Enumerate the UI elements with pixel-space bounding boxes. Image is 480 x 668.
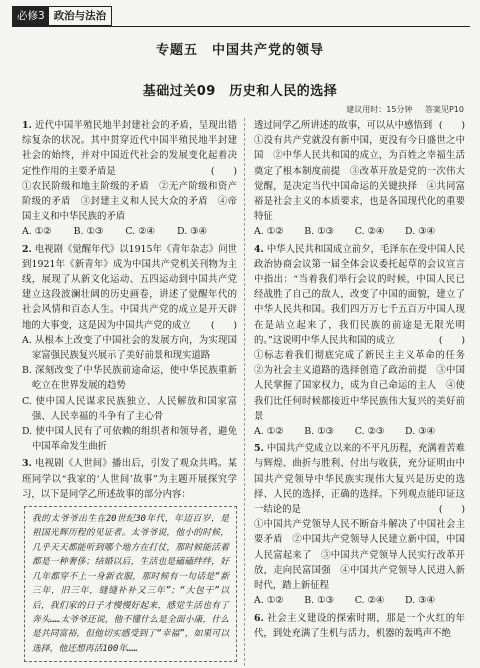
option-b[interactable]: B. ①③ [73,226,104,238]
option-a[interactable]: A. ①② [254,426,284,438]
question-5 [254,441,465,608]
option-a[interactable]: A. 从根本上改变了中国社会的发展方向，为实现国家富强民族复兴展示了美好前景和现实道路 [22,334,237,362]
answer-blank[interactable]: ( ) [438,120,465,131]
lesson-subtitle: 基础过关09 历史和人民的选择 [142,84,338,99]
option-d[interactable]: D. 使中国人民有了可依赖的组织者和领导者，避免中国革命发生曲折 [22,426,237,453]
option-c[interactable]: C. ②④ [354,595,385,607]
question-number: 2. [22,243,32,255]
module-tag [12,6,112,26]
story-quote-box: 我的太爷爷出生在20世纪30年代，年迈百岁，是祖国光辉历程的见证者。太爷爷说，他小的时候，几乎天天都能听到哪个地方在打仗，那时候能活着都是一种奢侈；结婚以后，生活也是磕磕绊绊，好几年都穿不上一身新衣服，那时候有一句话是“新三年，旧三年，缝缝补补又三年”；“大包干”以后，我们家的日子才慢慢好起来，感觉生活也有了奔头……太爷爷还说，他不懂什么是全面小康，什么是共同富裕，但他切实感受到了“幸福”，如果可以选择，他还想再活100年…… [24,506,237,662]
option-d[interactable]: D. ③④ [405,595,435,607]
unit-title: 专题五 中国共产党的领导 [155,43,324,58]
question-number: 4. [254,243,264,255]
answer-blank[interactable]: ( ) [438,504,465,516]
option-c[interactable]: C. ②④ [354,226,385,238]
question-number: 6. [254,612,264,624]
option-a[interactable]: A. ①② [22,226,52,238]
question-number: 5. [254,443,264,455]
question-stem: 近代中国半殖民地半封建社会的矛盾，呈现出错综复杂的状况。其中贯穿近代中国半殖民地半封建社会的始终，并对中国近代社会的发展变化起着决定性作用的主要矛盾是 [22,120,237,177]
answer-blank[interactable]: ( ) [210,165,237,177]
answer-blank[interactable]: ( ) [438,334,465,346]
answer-ref: 答案见P10 [424,105,464,114]
statements: ①中国共产党领导人民不断奋斗解决了中国社会主要矛盾 ②中国共产党领导人民建立新中国，中国人民富起来了 ③中国共产党领导人民实行改革开放，走向民富国强 ④中国共产党领导人民进入新时代，踏上新征程 [254,519,465,592]
options-row [254,593,465,608]
option-b[interactable]: B. ①③ [304,226,334,238]
option-b[interactable]: B. 深刻改变了中华民族前途命运，使中华民族重新屹立在世界发展的趋势 [22,365,237,392]
module-tag-number: 必修3 [13,7,49,25]
answer-blank[interactable]: ( ) [210,319,237,331]
right-column [254,118,475,643]
left-column [22,118,237,664]
option-d[interactable]: D. ③④ [405,426,435,438]
question-3 [22,456,237,662]
header-rule [12,26,470,27]
options-row [254,424,465,439]
option-d[interactable]: D. ③④ [177,226,207,238]
option-a[interactable]: A. ①② [254,226,284,238]
question-2 [22,242,237,455]
option-c[interactable]: C. ②③ [354,426,385,438]
question-number: 1. [22,120,32,131]
option-b[interactable]: B. ①③ [304,426,334,438]
meta-info [336,104,464,115]
question-stem: 电视剧《觉醒年代》以1915年《青年杂志》问世到1921年《新青年》成为中国共产党机关刊物为主线，展现了从新文化运动、五四运动到中国共产党建立这段波澜壮阔的历史画卷，讲述了觉醒年代的社会风情和百态人生。中国共产党的成立是开天辟地的大事变，这是因为中国共产党的成立 [22,243,237,331]
column-divider [244,118,245,666]
option-a[interactable]: A. ①② [254,595,284,607]
options-row [22,224,237,239]
question-stem-cont: 透过同学乙所讲述的故事，可以从中感悟到 [254,120,433,131]
options-row [254,224,465,239]
question-6 [254,611,465,641]
question-stem: 电视剧《人世间》播出后，引发了观众共鸣。某班同学以“我家的‘人世间’故事”为主题开展探究学习，以下是同学乙所述故事的部分内容： [22,458,237,500]
question-4 [254,242,475,440]
question-number: 3. [22,458,32,470]
option-d[interactable]: D. ③④ [405,226,435,238]
statements: ①没有共产党就没有新中国，更没有今日盛世之中国 ②中华人民共和国的成立，为百姓之幸福生活奠定了根本制度前提 ③改革开放是党的一次伟大觉醒，是决定当代中国命运的关键抉择 ④共同富裕是社会主义的本质要求，也是各国现代化的重要特征 [254,135,465,223]
question-stem: 中国共产党成立以来的不平凡历程，充满着苦难与辉煌、曲折与胜利、付出与收获，充分证明由中国共产党领导中华民族实现伟大复兴是历史的选择、人民的选择，正确的选择。下列观点能印证这一结论的是 [254,443,465,516]
question-1 [22,118,237,240]
option-b[interactable]: B. ①③ [304,595,334,607]
option-c[interactable]: C. ②④ [125,226,155,238]
option-c[interactable]: C. 使中国人民谋求民族独立、人民解放和国家富强、人民幸福的斗争有了主心骨 [22,395,237,422]
statements: ①标志着我们彻底完成了新民主主义革命的任务 ②为社会主义道路的选择创造了政治前提 ③中国人民掌握了国家权力，成为自己命运的主人 ④使我们比任何时候都接近中华民族伟大复兴的美好前景 [254,350,475,422]
module-tag-title: 政治与法治 [53,10,107,22]
statements: ①农民阶级和地主阶级的矛盾 ②无产阶级和资产阶级的矛盾 ③封建主义和人民大众的矛盾 ④帝国主义和中华民族的矛盾 [22,180,237,223]
question-3-continued [254,118,465,240]
suggested-time: 建议用时：15分钟 [346,105,413,114]
question-stem: 社会主义建设的探索时期，那是一个火红的年代，到处充满了生机与活力，机器的轰鸣声不绝 [254,612,465,639]
question-stem: 中华人民共和国成立前夕，毛泽东在受中国人民政治协商会议第一届全体会议委托起草的会议宣言中指出：“当着我们举行会议的时候，中国人民已经战胜了自己的敌人，改变了中国的面貌，建立了中华人民共和国。我们四万万七千五百万中国人现在是站立起来了，我们民族的前途是无限光明的。”这说明中华人民共和国的成立 [254,243,465,346]
